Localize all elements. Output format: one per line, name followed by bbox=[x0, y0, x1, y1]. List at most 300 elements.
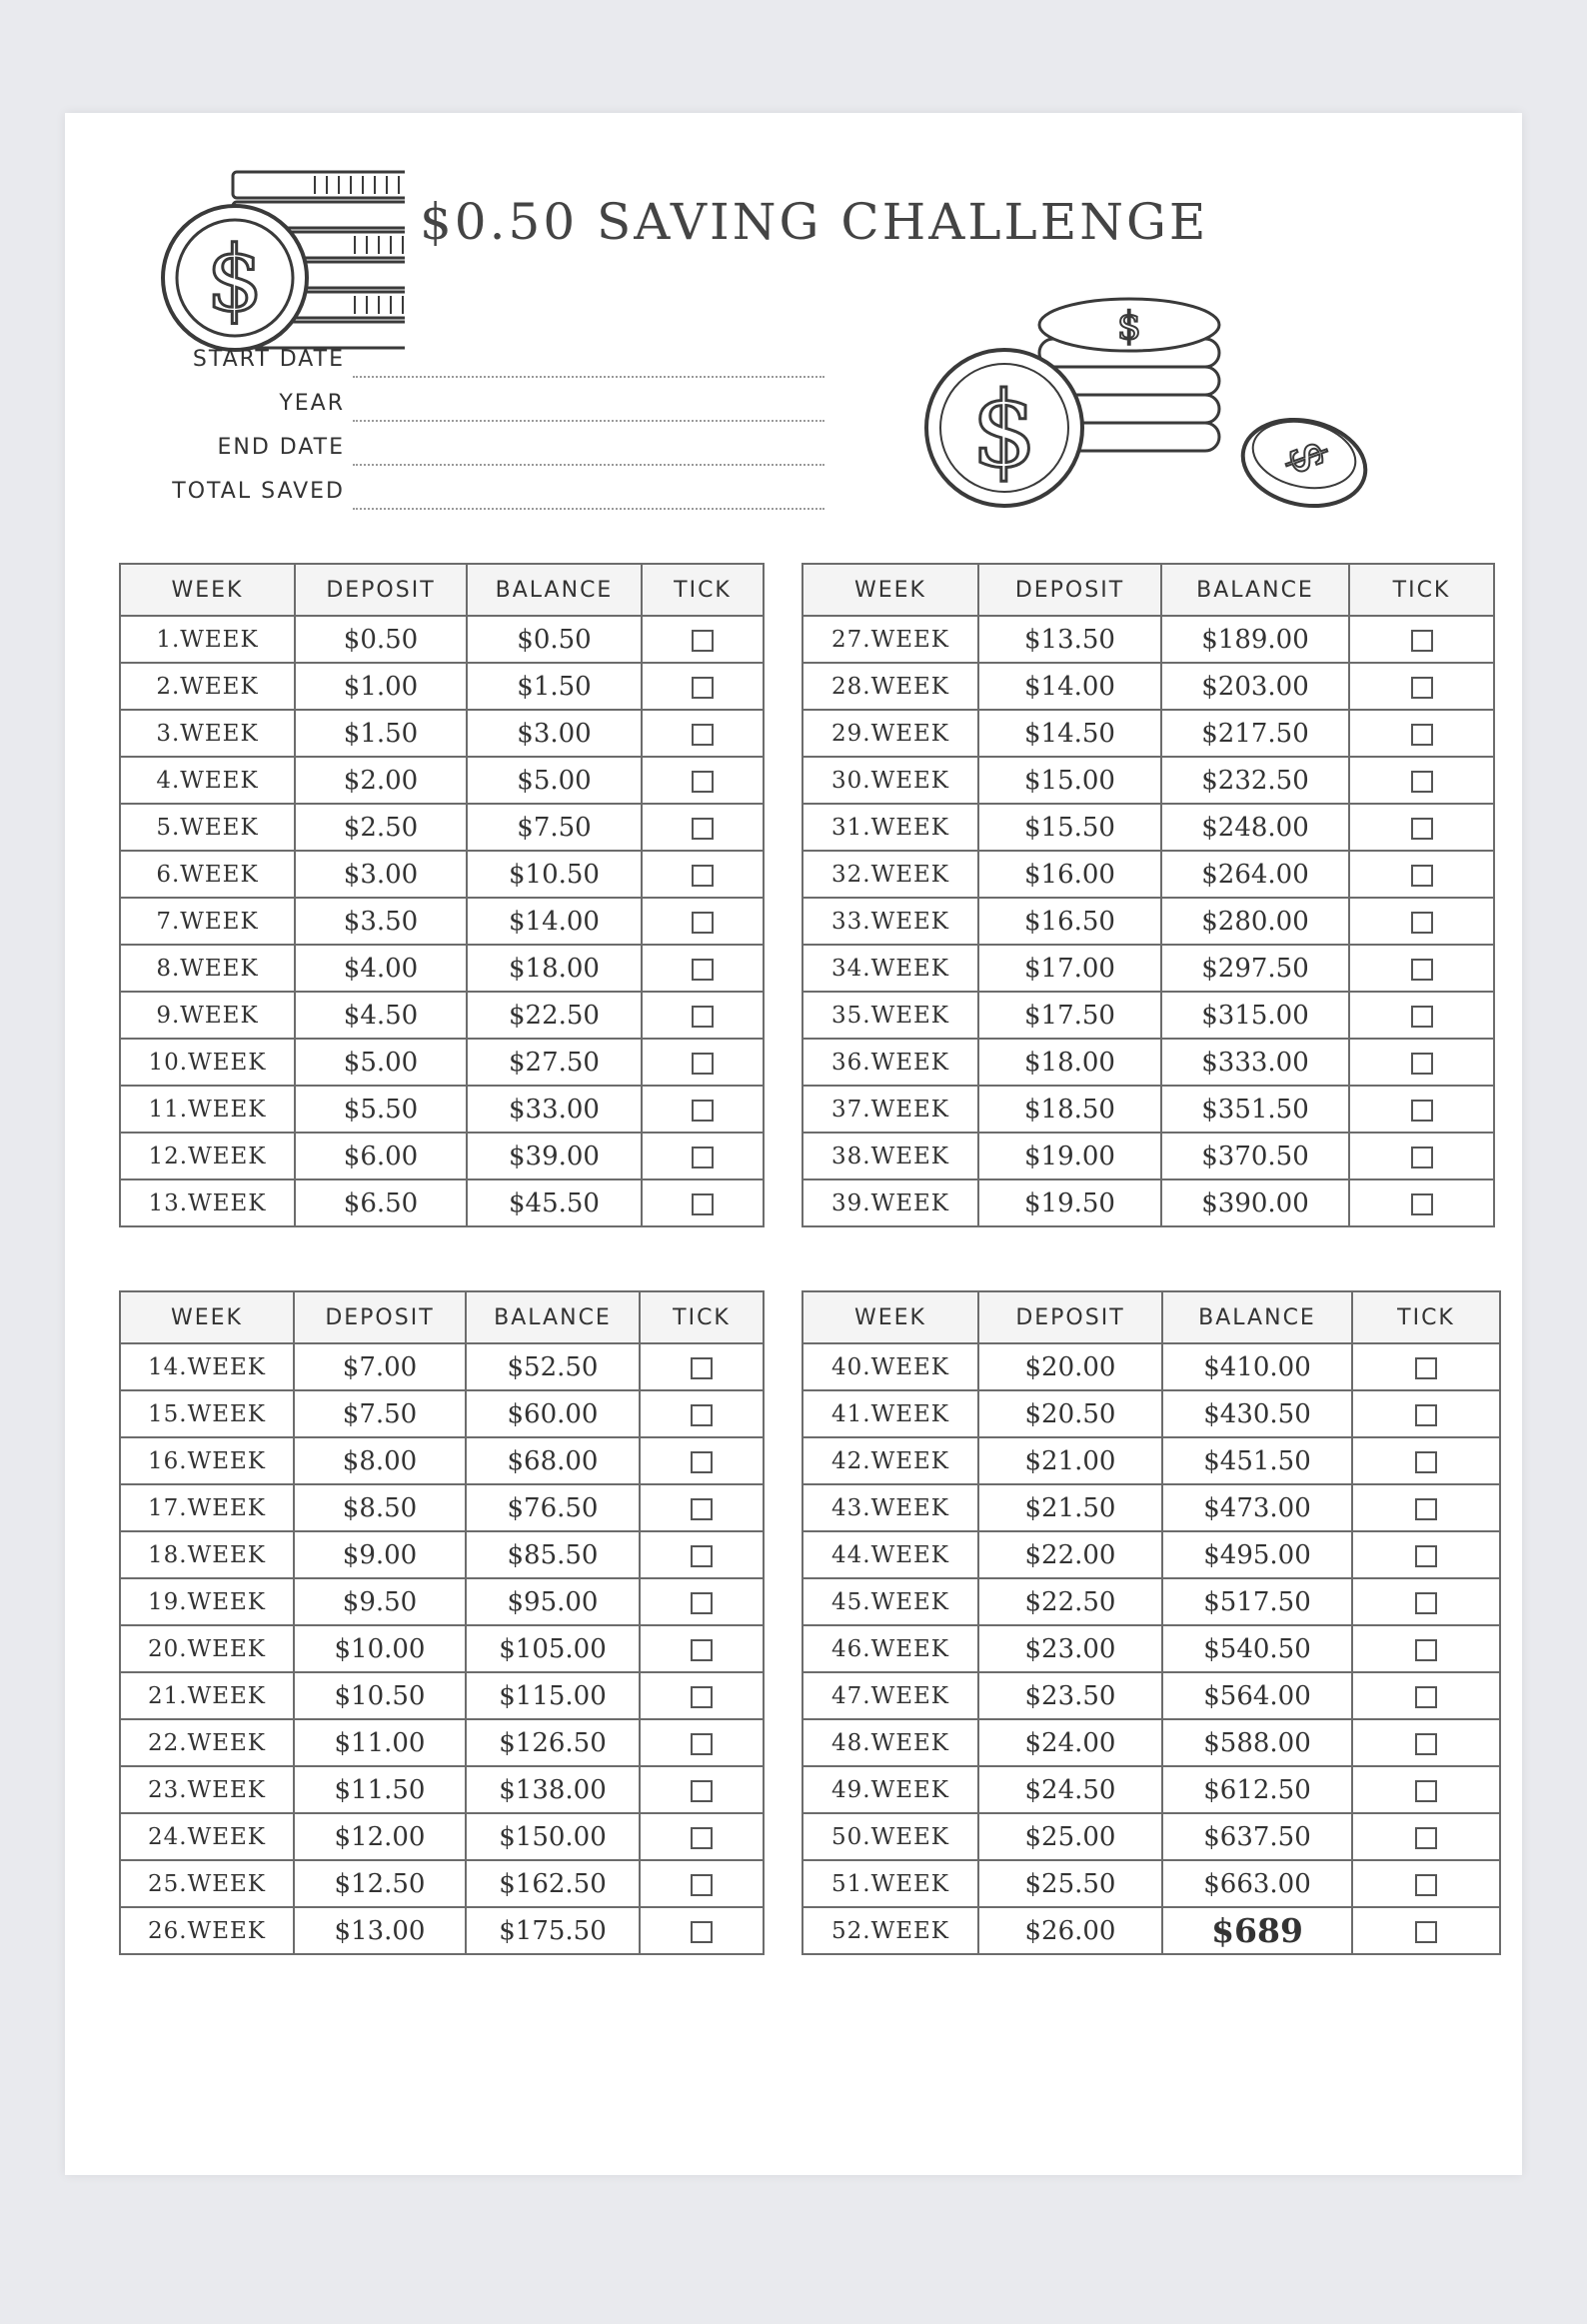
balance-cell: $217.50 bbox=[1161, 710, 1349, 757]
tick-cell bbox=[1352, 1813, 1500, 1860]
week-cell: 11.WEEK bbox=[120, 1086, 295, 1133]
week-cell: 21.WEEK bbox=[120, 1672, 294, 1719]
tick-checkbox[interactable] bbox=[1411, 630, 1433, 652]
week-cell: 23.WEEK bbox=[120, 1766, 294, 1813]
weeks-table-14-26 bbox=[119, 1290, 765, 1955]
table-row bbox=[802, 1437, 1500, 1484]
tick-cell bbox=[1349, 1039, 1494, 1086]
tick-cell bbox=[1352, 1531, 1500, 1578]
week-cell: 27.WEEK bbox=[802, 616, 978, 663]
balance-cell: $76.50 bbox=[466, 1484, 640, 1531]
tick-cell bbox=[640, 1719, 764, 1766]
svg-text:$: $ bbox=[970, 369, 1038, 491]
tick-checkbox[interactable] bbox=[691, 1404, 713, 1426]
table-row bbox=[120, 1179, 764, 1226]
table-row bbox=[802, 898, 1494, 945]
balance-cell: $68.00 bbox=[466, 1437, 640, 1484]
deposit-cell: $24.00 bbox=[978, 1719, 1162, 1766]
svg-text:$: $ bbox=[206, 227, 264, 332]
deposit-cell: $21.50 bbox=[978, 1484, 1162, 1531]
tick-cell bbox=[642, 1179, 764, 1226]
week-header: WEEK bbox=[802, 564, 978, 616]
tick-checkbox[interactable] bbox=[692, 630, 714, 652]
week-cell: 45.WEEK bbox=[802, 1578, 978, 1625]
tick-checkbox[interactable] bbox=[1415, 1357, 1437, 1379]
table-row bbox=[802, 1625, 1500, 1672]
weeks-table-27-39 bbox=[801, 563, 1495, 1227]
deposit-cell: $22.00 bbox=[978, 1531, 1162, 1578]
tick-cell bbox=[640, 1437, 764, 1484]
tick-checkbox[interactable] bbox=[692, 818, 714, 840]
table-row bbox=[120, 616, 764, 663]
week-cell: 10.WEEK bbox=[120, 1039, 295, 1086]
tick-checkbox[interactable] bbox=[1411, 1100, 1433, 1122]
table-row bbox=[120, 898, 764, 945]
deposit-cell: $2.00 bbox=[295, 757, 467, 804]
balance-header: BALANCE bbox=[1162, 1291, 1352, 1343]
table-row bbox=[120, 1086, 764, 1133]
deposit-cell: $4.00 bbox=[295, 945, 467, 992]
deposit-cell: $0.50 bbox=[295, 616, 467, 663]
balance-cell: $45.50 bbox=[467, 1179, 642, 1226]
balance-cell: $33.00 bbox=[467, 1086, 642, 1133]
balance-cell: $105.00 bbox=[466, 1625, 640, 1672]
balance-cell: $248.00 bbox=[1161, 804, 1349, 851]
week-cell: 19.WEEK bbox=[120, 1578, 294, 1625]
info-fields bbox=[105, 343, 824, 519]
tick-cell bbox=[1352, 1343, 1500, 1390]
start-date-field[interactable] bbox=[105, 343, 824, 387]
tick-checkbox[interactable] bbox=[692, 1193, 714, 1215]
tick-cell bbox=[640, 1625, 764, 1672]
tick-cell bbox=[1349, 1086, 1494, 1133]
table-row bbox=[120, 992, 764, 1039]
tick-cell bbox=[1349, 757, 1494, 804]
deposit-header: DEPOSIT bbox=[978, 564, 1161, 616]
table-row bbox=[802, 1133, 1494, 1179]
balance-cell: $10.50 bbox=[467, 851, 642, 898]
deposit-cell: $24.50 bbox=[978, 1766, 1162, 1813]
tick-cell bbox=[640, 1390, 764, 1437]
deposit-cell: $13.00 bbox=[294, 1907, 466, 1954]
tick-cell bbox=[1349, 804, 1494, 851]
table-row bbox=[120, 1437, 764, 1484]
tick-cell bbox=[1349, 663, 1494, 710]
year-field[interactable] bbox=[105, 387, 824, 431]
deposit-cell: $10.00 bbox=[294, 1625, 466, 1672]
week-cell: 42.WEEK bbox=[802, 1437, 978, 1484]
tick-checkbox[interactable] bbox=[1415, 1733, 1437, 1755]
tick-checkbox[interactable] bbox=[1415, 1780, 1437, 1802]
table-row bbox=[120, 1133, 764, 1179]
deposit-cell: $7.00 bbox=[294, 1343, 466, 1390]
deposit-cell: $8.50 bbox=[294, 1484, 466, 1531]
table-row bbox=[802, 1179, 1494, 1226]
deposit-cell: $13.50 bbox=[978, 616, 1161, 663]
tick-cell bbox=[642, 945, 764, 992]
week-cell: 40.WEEK bbox=[802, 1343, 978, 1390]
table-row bbox=[802, 1766, 1500, 1813]
tick-checkbox[interactable] bbox=[692, 1100, 714, 1122]
week-cell: 37.WEEK bbox=[802, 1086, 978, 1133]
tick-cell bbox=[642, 804, 764, 851]
table-row bbox=[120, 1039, 764, 1086]
balance-cell: $390.00 bbox=[1161, 1179, 1349, 1226]
tick-cell bbox=[1349, 992, 1494, 1039]
tick-cell bbox=[1352, 1672, 1500, 1719]
tick-cell bbox=[640, 1578, 764, 1625]
balance-cell: $60.00 bbox=[466, 1390, 640, 1437]
svg-text:$: $ bbox=[1276, 433, 1340, 482]
deposit-cell: $23.00 bbox=[978, 1625, 1162, 1672]
tick-checkbox[interactable] bbox=[1411, 771, 1433, 793]
week-cell: 4.WEEK bbox=[120, 757, 295, 804]
tick-checkbox[interactable] bbox=[691, 1686, 713, 1708]
week-header: WEEK bbox=[120, 1291, 294, 1343]
balance-cell: $189.00 bbox=[1161, 616, 1349, 663]
tick-cell bbox=[1352, 1625, 1500, 1672]
tick-checkbox[interactable] bbox=[1411, 1147, 1433, 1168]
deposit-cell: $1.50 bbox=[295, 710, 467, 757]
week-cell: 46.WEEK bbox=[802, 1625, 978, 1672]
week-cell: 28.WEEK bbox=[802, 663, 978, 710]
weeks-table-1-13 bbox=[119, 563, 765, 1227]
deposit-cell: $5.50 bbox=[295, 1086, 467, 1133]
balance-cell: $689 bbox=[1162, 1907, 1352, 1954]
balance-header: BALANCE bbox=[466, 1291, 640, 1343]
balance-cell: $495.00 bbox=[1162, 1531, 1352, 1578]
tick-checkbox[interactable] bbox=[692, 959, 714, 981]
balance-cell: $564.00 bbox=[1162, 1672, 1352, 1719]
table-row bbox=[802, 663, 1494, 710]
tick-checkbox[interactable] bbox=[691, 1733, 713, 1755]
table-header-row bbox=[120, 1291, 764, 1343]
week-cell: 44.WEEK bbox=[802, 1531, 978, 1578]
balance-cell: $540.50 bbox=[1162, 1625, 1352, 1672]
balance-cell: $517.50 bbox=[1162, 1578, 1352, 1625]
tick-checkbox[interactable] bbox=[1415, 1498, 1437, 1520]
deposit-cell: $14.00 bbox=[978, 663, 1161, 710]
tick-cell bbox=[1349, 945, 1494, 992]
week-cell: 9.WEEK bbox=[120, 992, 295, 1039]
week-cell: 31.WEEK bbox=[802, 804, 978, 851]
deposit-cell: $9.50 bbox=[294, 1578, 466, 1625]
tick-cell bbox=[642, 616, 764, 663]
coin-pile-icon bbox=[919, 283, 1379, 533]
balance-cell: $27.50 bbox=[467, 1039, 642, 1086]
week-cell: 5.WEEK bbox=[120, 804, 295, 851]
week-cell: 3.WEEK bbox=[120, 710, 295, 757]
deposit-cell: $16.00 bbox=[978, 851, 1161, 898]
week-cell: 41.WEEK bbox=[802, 1390, 978, 1437]
table-row bbox=[802, 1484, 1500, 1531]
tick-cell bbox=[642, 992, 764, 1039]
table-row bbox=[802, 945, 1494, 992]
tick-cell bbox=[1349, 1133, 1494, 1179]
table-row bbox=[802, 992, 1494, 1039]
deposit-cell: $17.00 bbox=[978, 945, 1161, 992]
tick-checkbox[interactable] bbox=[691, 1451, 713, 1473]
tick-cell bbox=[642, 851, 764, 898]
table-header-row bbox=[802, 1291, 1500, 1343]
deposit-cell: $25.50 bbox=[978, 1860, 1162, 1907]
deposit-cell: $8.00 bbox=[294, 1437, 466, 1484]
deposit-cell: $20.50 bbox=[978, 1390, 1162, 1437]
table-header-row bbox=[802, 564, 1494, 616]
balance-cell: $637.50 bbox=[1162, 1813, 1352, 1860]
tick-checkbox[interactable] bbox=[691, 1357, 713, 1379]
table-row bbox=[120, 1860, 764, 1907]
week-cell: 12.WEEK bbox=[120, 1133, 295, 1179]
tick-cell bbox=[642, 1133, 764, 1179]
tick-checkbox[interactable] bbox=[692, 1006, 714, 1028]
tick-checkbox[interactable] bbox=[1411, 912, 1433, 934]
tick-checkbox[interactable] bbox=[1411, 1053, 1433, 1075]
tick-checkbox[interactable] bbox=[1411, 959, 1433, 981]
week-cell: 20.WEEK bbox=[120, 1625, 294, 1672]
week-cell: 43.WEEK bbox=[802, 1484, 978, 1531]
tick-checkbox[interactable] bbox=[692, 912, 714, 934]
tick-cell bbox=[640, 1907, 764, 1954]
table-row bbox=[802, 1813, 1500, 1860]
tick-cell bbox=[640, 1766, 764, 1813]
table-row bbox=[802, 1578, 1500, 1625]
tick-cell bbox=[1352, 1437, 1500, 1484]
tick-cell bbox=[642, 757, 764, 804]
week-cell: 32.WEEK bbox=[802, 851, 978, 898]
end-date-line[interactable] bbox=[353, 464, 824, 466]
week-cell: 29.WEEK bbox=[802, 710, 978, 757]
week-cell: 36.WEEK bbox=[802, 1039, 978, 1086]
deposit-cell: $7.50 bbox=[294, 1390, 466, 1437]
total-saved-label: TOTAL SAVED bbox=[172, 479, 345, 504]
table-row bbox=[802, 851, 1494, 898]
weeks-table-40-52 bbox=[801, 1290, 1501, 1955]
tick-checkbox[interactable] bbox=[692, 724, 714, 746]
week-cell: 13.WEEK bbox=[120, 1179, 295, 1226]
week-cell: 26.WEEK bbox=[120, 1907, 294, 1954]
tick-header: TICK bbox=[1349, 564, 1494, 616]
week-cell: 50.WEEK bbox=[802, 1813, 978, 1860]
tick-checkbox[interactable] bbox=[691, 1827, 713, 1849]
tick-checkbox[interactable] bbox=[1411, 677, 1433, 699]
table-row bbox=[802, 1086, 1494, 1133]
deposit-cell: $16.50 bbox=[978, 898, 1161, 945]
table-row bbox=[120, 1766, 764, 1813]
balance-header: BALANCE bbox=[467, 564, 642, 616]
deposit-cell: $23.50 bbox=[978, 1672, 1162, 1719]
balance-cell: $162.50 bbox=[466, 1860, 640, 1907]
table-row bbox=[120, 1625, 764, 1672]
balance-cell: $138.00 bbox=[466, 1766, 640, 1813]
tick-cell bbox=[640, 1531, 764, 1578]
deposit-cell: $18.50 bbox=[978, 1086, 1161, 1133]
week-cell: 15.WEEK bbox=[120, 1390, 294, 1437]
week-cell: 47.WEEK bbox=[802, 1672, 978, 1719]
balance-cell: $22.50 bbox=[467, 992, 642, 1039]
tick-checkbox[interactable] bbox=[692, 1053, 714, 1075]
tick-checkbox[interactable] bbox=[1415, 1545, 1437, 1567]
week-cell: 2.WEEK bbox=[120, 663, 295, 710]
balance-cell: $0.50 bbox=[467, 616, 642, 663]
tick-checkbox[interactable] bbox=[691, 1498, 713, 1520]
balance-cell: $95.00 bbox=[466, 1578, 640, 1625]
deposit-header: DEPOSIT bbox=[295, 564, 467, 616]
tick-cell bbox=[640, 1860, 764, 1907]
balance-cell: $3.00 bbox=[467, 710, 642, 757]
table-row bbox=[120, 1578, 764, 1625]
tick-cell bbox=[1352, 1484, 1500, 1531]
balance-cell: $5.00 bbox=[467, 757, 642, 804]
balance-cell: $473.00 bbox=[1162, 1484, 1352, 1531]
svg-text:$: $ bbox=[1116, 304, 1142, 348]
tick-checkbox[interactable] bbox=[1411, 865, 1433, 887]
tick-checkbox[interactable] bbox=[1415, 1686, 1437, 1708]
balance-cell: $612.50 bbox=[1162, 1766, 1352, 1813]
week-cell: 30.WEEK bbox=[802, 757, 978, 804]
end-date-label: END DATE bbox=[217, 435, 345, 460]
tick-checkbox[interactable] bbox=[1415, 1451, 1437, 1473]
tick-cell bbox=[640, 1813, 764, 1860]
challenge-sheet bbox=[65, 113, 1522, 2175]
table-row bbox=[120, 757, 764, 804]
tick-checkbox[interactable] bbox=[1411, 1193, 1433, 1215]
week-cell: 49.WEEK bbox=[802, 1766, 978, 1813]
table-row bbox=[802, 1860, 1500, 1907]
tick-checkbox[interactable] bbox=[691, 1874, 713, 1896]
tick-checkbox[interactable] bbox=[1415, 1592, 1437, 1614]
deposit-cell: $25.00 bbox=[978, 1813, 1162, 1860]
tick-checkbox[interactable] bbox=[691, 1780, 713, 1802]
deposit-cell: $4.50 bbox=[295, 992, 467, 1039]
tick-checkbox[interactable] bbox=[692, 771, 714, 793]
week-cell: 8.WEEK bbox=[120, 945, 295, 992]
deposit-cell: $15.00 bbox=[978, 757, 1161, 804]
deposit-cell: $12.50 bbox=[294, 1860, 466, 1907]
table-row bbox=[120, 1484, 764, 1531]
tick-cell bbox=[1349, 851, 1494, 898]
deposit-cell: $22.50 bbox=[978, 1578, 1162, 1625]
tick-header: TICK bbox=[640, 1291, 764, 1343]
tick-cell bbox=[642, 710, 764, 757]
coin-stack-icon bbox=[95, 138, 405, 368]
deposit-cell: $3.50 bbox=[295, 898, 467, 945]
tick-checkbox[interactable] bbox=[692, 865, 714, 887]
tick-checkbox[interactable] bbox=[691, 1545, 713, 1567]
tick-checkbox[interactable] bbox=[1415, 1404, 1437, 1426]
tick-checkbox[interactable] bbox=[691, 1592, 713, 1614]
deposit-cell: $11.00 bbox=[294, 1719, 466, 1766]
table-row bbox=[802, 804, 1494, 851]
tick-checkbox[interactable] bbox=[692, 1147, 714, 1168]
week-cell: 39.WEEK bbox=[802, 1179, 978, 1226]
balance-cell: $280.00 bbox=[1161, 898, 1349, 945]
week-cell: 22.WEEK bbox=[120, 1719, 294, 1766]
tick-cell bbox=[642, 898, 764, 945]
table-row bbox=[120, 945, 764, 992]
start-date-line[interactable] bbox=[353, 376, 824, 378]
week-cell: 52.WEEK bbox=[802, 1907, 978, 1954]
tick-checkbox[interactable] bbox=[1415, 1874, 1437, 1896]
balance-cell: $39.00 bbox=[467, 1133, 642, 1179]
tick-cell bbox=[640, 1672, 764, 1719]
tick-checkbox[interactable] bbox=[1415, 1827, 1437, 1849]
table-header-row bbox=[120, 564, 764, 616]
tick-checkbox[interactable] bbox=[691, 1639, 713, 1661]
balance-cell: $663.00 bbox=[1162, 1860, 1352, 1907]
week-cell: 18.WEEK bbox=[120, 1531, 294, 1578]
table-row bbox=[802, 1719, 1500, 1766]
total-saved-line[interactable] bbox=[353, 508, 824, 510]
year-label: YEAR bbox=[279, 391, 345, 416]
deposit-cell: $3.00 bbox=[295, 851, 467, 898]
week-cell: 34.WEEK bbox=[802, 945, 978, 992]
tick-cell bbox=[1352, 1390, 1500, 1437]
tick-cell bbox=[1349, 710, 1494, 757]
year-line[interactable] bbox=[353, 420, 824, 422]
deposit-cell: $6.50 bbox=[295, 1179, 467, 1226]
week-header: WEEK bbox=[802, 1291, 978, 1343]
balance-cell: $351.50 bbox=[1161, 1086, 1349, 1133]
deposit-header: DEPOSIT bbox=[294, 1291, 466, 1343]
tick-checkbox[interactable] bbox=[1411, 724, 1433, 746]
week-cell: 1.WEEK bbox=[120, 616, 295, 663]
end-date-field[interactable] bbox=[105, 431, 824, 475]
tick-checkbox[interactable] bbox=[1415, 1921, 1437, 1943]
tick-cell bbox=[1349, 616, 1494, 663]
table-row bbox=[120, 804, 764, 851]
tick-cell bbox=[1352, 1860, 1500, 1907]
balance-cell: $85.50 bbox=[466, 1531, 640, 1578]
table-row bbox=[802, 757, 1494, 804]
week-cell: 16.WEEK bbox=[120, 1437, 294, 1484]
week-cell: 17.WEEK bbox=[120, 1484, 294, 1531]
balance-cell: $115.00 bbox=[466, 1672, 640, 1719]
tick-checkbox[interactable] bbox=[1415, 1639, 1437, 1661]
table-row bbox=[802, 616, 1494, 663]
week-cell: 35.WEEK bbox=[802, 992, 978, 1039]
total-saved-field[interactable] bbox=[105, 475, 824, 519]
tick-checkbox[interactable] bbox=[1411, 1006, 1433, 1028]
deposit-cell: $11.50 bbox=[294, 1766, 466, 1813]
deposit-cell: $14.50 bbox=[978, 710, 1161, 757]
page-title: $0.50 SAVING CHALLENGE bbox=[420, 193, 1209, 251]
tick-cell bbox=[642, 663, 764, 710]
table-row bbox=[120, 1343, 764, 1390]
balance-cell: $150.00 bbox=[466, 1813, 640, 1860]
balance-cell: $1.50 bbox=[467, 663, 642, 710]
tick-header: TICK bbox=[642, 564, 764, 616]
week-cell: 14.WEEK bbox=[120, 1343, 294, 1390]
table-row bbox=[120, 663, 764, 710]
tick-cell bbox=[1349, 898, 1494, 945]
deposit-cell: $21.00 bbox=[978, 1437, 1162, 1484]
table-row bbox=[120, 1813, 764, 1860]
balance-header: BALANCE bbox=[1161, 564, 1349, 616]
deposit-cell: $19.50 bbox=[978, 1179, 1161, 1226]
table-row bbox=[120, 710, 764, 757]
tick-cell bbox=[1352, 1578, 1500, 1625]
week-cell: 24.WEEK bbox=[120, 1813, 294, 1860]
tick-checkbox[interactable] bbox=[691, 1921, 713, 1943]
week-cell: 25.WEEK bbox=[120, 1860, 294, 1907]
tick-checkbox[interactable] bbox=[692, 677, 714, 699]
deposit-cell: $9.00 bbox=[294, 1531, 466, 1578]
tick-checkbox[interactable] bbox=[1411, 818, 1433, 840]
table-row bbox=[802, 1390, 1500, 1437]
tick-cell bbox=[642, 1039, 764, 1086]
balance-cell: $410.00 bbox=[1162, 1343, 1352, 1390]
